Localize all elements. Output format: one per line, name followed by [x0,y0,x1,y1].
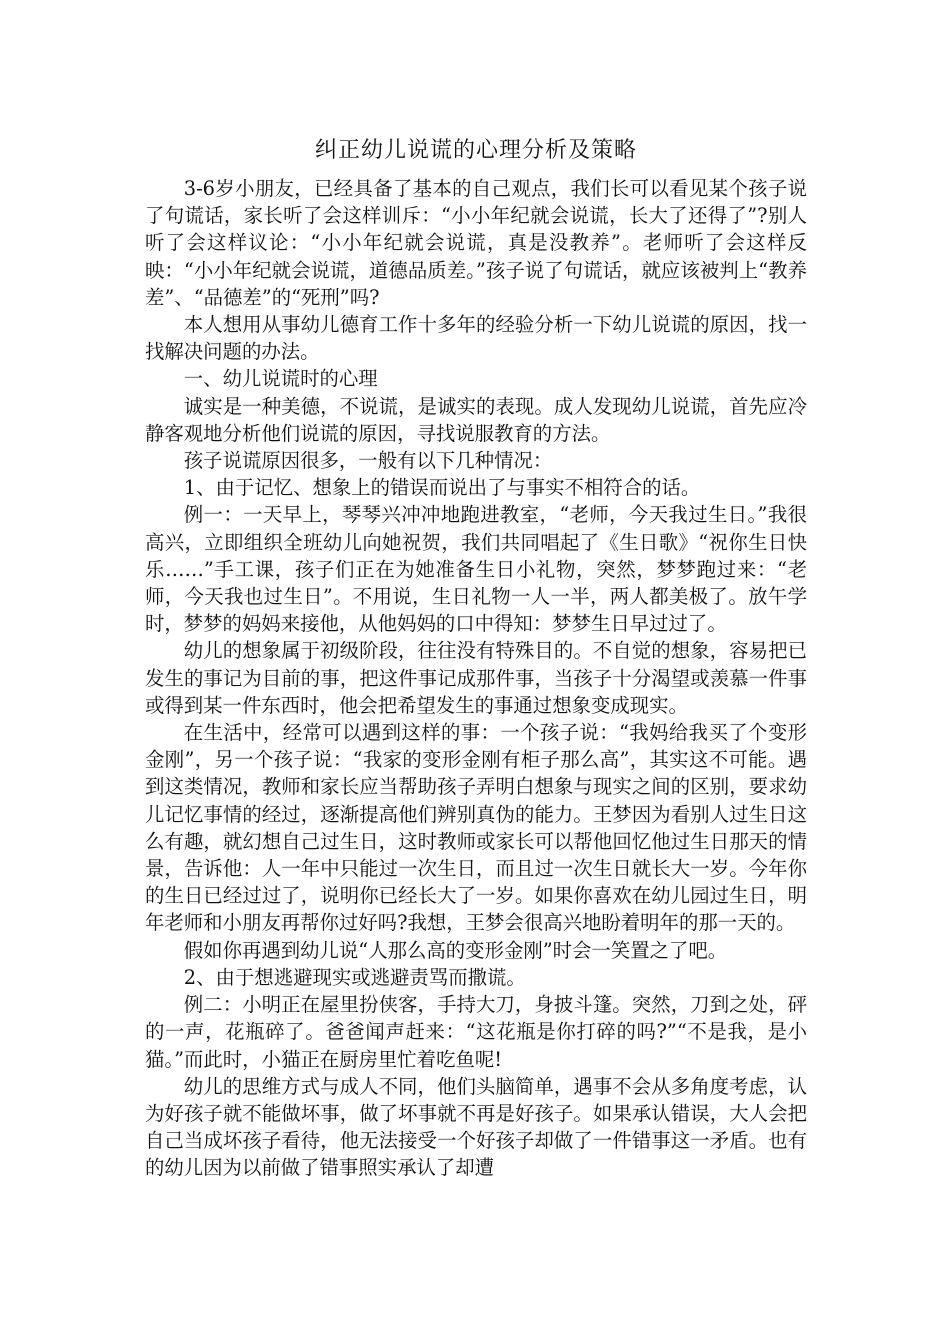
section-heading: 一、幼儿说谎时的心理 [183,367,378,391]
paragraph: 在生活中，经常可以遇到这样的事：一个孩子说：“我妈给我买了个变形金刚”，另一个孩子说：“我家的变形金刚有柜子那么高”，其实这不可能。遇到这类情况，教师和家长应当帮助孩子弄明白想象与现实之间的区别，要求幼儿记忆事情的经过，逐渐提高他们辨别真伪的能力。王梦因为看别人过生日这么有趣，就幻想自己过生日，这时教师或家长可以帮他回忆他过生日那天的情景，告诉他：人一年中只能过一次生日，而且过一次生日就长大一岁。今年你的生日已经过过了，说明你已经长大了一岁。如果你喜欢在幼儿园过生日，明年老师和小朋友再帮你过好吗?我想，王梦会很高兴地盼着明年的那一天的。 [145,721,807,935]
paragraph: 幼儿的想象属于初级阶段，往往没有特殊目的。不自觉的想象，容易把已发生的事记为目前的事，把这件事记成那件事，当孩子十分渴望或羡慕一件事或得到某一件东西时，他会把希望发生的事通过想象变成现实。 [145,639,807,717]
paragraph: 诚实是一种美德，不说谎，是诚实的表现。成人发现幼儿说谎，首先应冷静客观地分析他们说谎的原因，寻找说服教育的方法。 [145,394,807,445]
paragraph: 本人想用从事幼儿德育工作十多年的经验分析一下幼儿说谎的原因，找一找解决问题的办法。 [145,313,807,364]
paragraph: 3-6岁小朋友，已经具备了基本的自己观点，我们长可以看见某个孩子说了句谎话，家长听了会这样训斥：“小小年纪就会说谎，长大了还得了”?别人听了会这样议论：“小小年纪就会说谎，真是没教养”。老师听了会这样反映：“小小年纪就会说谎，道德品质差。”孩子说了句谎话，就应该被判上“教养差”、“品德差”的“死刑”吗? [145,177,807,309]
paragraph: 孩子说谎原因很多，一般有以下几种情况： [183,449,553,473]
example-paragraph: 例二：小明正在屋里扮侠客，手持大刀，身披斗篷。突然，刀到之处，砰的一声，花瓶碎了。爸爸闻声赶来：“这花瓶是你打碎的吗?”“不是我，是小猫。”而此时，小猫正在厨房里忙着吃鱼呢! [145,993,807,1071]
document-page [145,134,807,1182]
paragraph: 假如你再遇到幼儿说“人那么高的变形金刚”时会一笑置之了吧。 [183,938,728,962]
example-paragraph: 例一：一天早上，琴琴兴冲冲地跑进教室，“老师，今天我过生日。”我很高兴，立即组织全班幼儿向她祝贺，我们共同唱起了《生日歌》“祝你生日快乐……”手工课，孩子们正在为她准备生日小礼物，突然，梦梦跑过来：“老师，今天我也过生日”。不用说，生日礼物一人一半，两人都美极了。放午学时，梦梦的妈妈来接他，从他妈妈的口中得知：梦梦生日早过过了。 [145,503,807,636]
list-item-heading: 1、由于记忆、想象上的错误而说出了与事实不相符合的话。 [183,476,701,500]
list-item-heading: 2、由于想逃避现实或逃避责骂而撒谎。 [183,965,526,989]
document-title: 纠正幼儿说谎的心理分析及策略 [314,138,637,163]
paragraph: 幼儿的思维方式与成人不同，他们头脑简单，遇事不会从多角度考虑，认为好孩子就不能做坏事，做了坏事就不再是好孩子。如果承认错误，大人会把自己当成坏孩子看待，他无法接受一个好孩子却做了一件错事这一矛盾。也有的幼儿因为以前做了错事照实承认了却遭 [145,1074,807,1180]
